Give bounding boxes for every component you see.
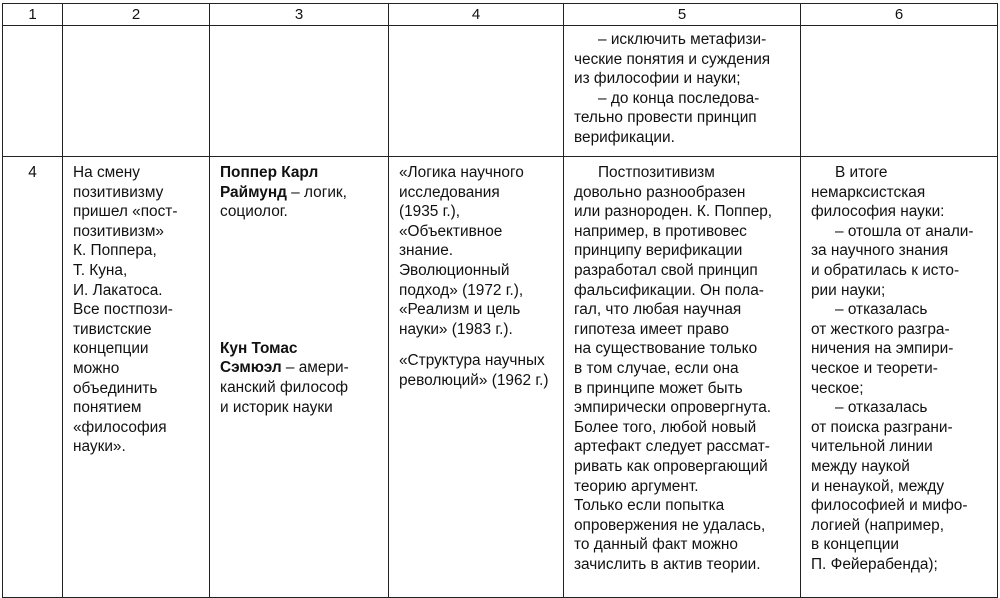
header-cell: 4 bbox=[389, 4, 564, 26]
text-line: революций» (1962 г.) bbox=[399, 371, 549, 389]
text-line: эмпирически опровергнута. bbox=[574, 399, 772, 417]
text-line: позитивизму bbox=[73, 183, 164, 201]
empty-cell bbox=[3, 26, 63, 157]
text-line: разработал свой принцип bbox=[574, 261, 758, 279]
text-line: артефакт следует рассмат- bbox=[574, 438, 770, 456]
text-line: на существование только bbox=[574, 340, 758, 358]
person-name: Кун Томас bbox=[220, 339, 298, 357]
text-line: чительной линии bbox=[811, 438, 933, 456]
person-name: Сэмюэл bbox=[220, 359, 282, 377]
person-name: Поппер Карл bbox=[220, 164, 319, 181]
text-line: гипотеза имеет право bbox=[574, 320, 729, 338]
text-line: (1935 г.), bbox=[399, 203, 461, 221]
text-line: между наукой bbox=[811, 457, 910, 475]
kuhn-entry bbox=[220, 339, 382, 359]
popper-entry bbox=[220, 163, 382, 183]
explanation-cell bbox=[564, 157, 801, 598]
text-line: ческое; bbox=[811, 379, 864, 397]
text-line: Только если попытка bbox=[574, 497, 725, 515]
text-line: рии науки; bbox=[811, 281, 886, 299]
text-line: ничения на эмпири- bbox=[811, 340, 954, 358]
text-line: и историк науки bbox=[220, 398, 333, 416]
conclusion-cell bbox=[801, 157, 998, 598]
text-line: «Объективное bbox=[399, 222, 503, 240]
description-cell bbox=[63, 157, 210, 598]
text-line: – исключить метафизи- bbox=[598, 31, 767, 48]
text-line: подход» (1972 г.), bbox=[399, 281, 524, 299]
text-line: философия науки: bbox=[811, 203, 945, 221]
text-line: «философия bbox=[73, 418, 167, 436]
text-line: теорию аргумент. bbox=[574, 477, 699, 495]
person-role: – амери- bbox=[281, 359, 349, 377]
text-line: Более того, любой новый bbox=[574, 418, 757, 436]
text-line: в том случае, если она bbox=[574, 359, 739, 377]
text-line: ческие понятия и суждения bbox=[574, 50, 771, 68]
text-line: от поиска разграни- bbox=[811, 418, 953, 436]
text-line: знание. bbox=[399, 242, 454, 260]
text-line: объединить bbox=[73, 379, 158, 397]
table-row-continuation bbox=[3, 26, 998, 157]
text-line: немарксистская bbox=[811, 183, 926, 201]
text-line: «Логика научного bbox=[399, 164, 524, 181]
text-line: Т. Куна, bbox=[73, 261, 128, 279]
text-line: Все постпози- bbox=[73, 301, 173, 319]
goals-cell bbox=[564, 26, 801, 157]
text-line: канский философ bbox=[220, 378, 349, 396]
empty-cell bbox=[63, 26, 210, 157]
text-line: принципу верификации bbox=[574, 242, 743, 260]
popper-entry bbox=[220, 183, 382, 203]
text-line: социолог. bbox=[220, 203, 288, 221]
text-line: Эволюционный bbox=[399, 261, 510, 279]
header-cell: 1 bbox=[3, 4, 63, 26]
header-cell: 6 bbox=[801, 4, 998, 26]
text-line: опровержения не удалась, bbox=[574, 516, 766, 534]
text-line: и обратилась к исто- bbox=[811, 261, 960, 279]
text-line: понятием bbox=[73, 399, 142, 417]
text-line: за научного знания bbox=[811, 242, 949, 260]
philosophy-table bbox=[2, 3, 998, 598]
text-line: фальсификации. Он пола- bbox=[574, 281, 764, 299]
header-cell: 3 bbox=[210, 4, 389, 26]
text-line: ческое и теорети- bbox=[811, 359, 938, 377]
representatives-cell bbox=[210, 157, 389, 598]
text-line: ривать как опровергающий bbox=[574, 457, 768, 475]
text-line: в концепции bbox=[811, 536, 899, 554]
text-line: И. Лакатоса. bbox=[73, 281, 163, 299]
works-cell bbox=[389, 157, 564, 598]
text-line: – отошла от анали- bbox=[835, 222, 974, 240]
text-line: философией и мифо- bbox=[811, 497, 968, 515]
text-line: «Реализм и цель bbox=[399, 301, 521, 319]
empty-cell bbox=[210, 26, 389, 157]
text-line: и ненаукой, между bbox=[811, 477, 945, 495]
text-line: В итоге bbox=[835, 164, 888, 181]
text-line: от жесткого разгра- bbox=[811, 320, 950, 338]
header-cell: 5 bbox=[564, 4, 801, 26]
text-line: На смену bbox=[73, 164, 140, 181]
text-line: П. Фейерабенда); bbox=[811, 555, 938, 573]
text-line: можно bbox=[73, 359, 120, 377]
text-line: гал, что любая научная bbox=[574, 301, 742, 319]
text-line: или разнороден. К. Поппер, bbox=[574, 203, 773, 221]
text-line: позитивизм» bbox=[73, 222, 164, 240]
text-line: верификации. bbox=[574, 128, 675, 146]
text-line: концепции bbox=[73, 340, 149, 358]
table-row-postpositivism bbox=[3, 157, 998, 598]
text-line: тивистские bbox=[73, 320, 152, 338]
text-line: довольно разнообразен bbox=[574, 183, 746, 201]
person-name: Раймунд bbox=[220, 183, 287, 201]
text-line: например, в противовес bbox=[574, 222, 747, 240]
text-line: зачислить в актив теории. bbox=[574, 555, 761, 573]
text-line: из философии и науки; bbox=[574, 70, 741, 88]
text-line: К. Поппера, bbox=[73, 242, 157, 260]
text-line: – отказалась bbox=[835, 301, 928, 319]
text-line: «Структура научных bbox=[399, 352, 545, 370]
kuhn-entry bbox=[220, 358, 382, 378]
text-line: науки». bbox=[73, 438, 126, 456]
header-row bbox=[3, 4, 998, 26]
text-line: науки» (1983 г.). bbox=[399, 320, 513, 338]
row-number: 4 bbox=[3, 157, 63, 598]
text-line: тельно провести принцип bbox=[574, 109, 757, 127]
text-line: Постпозитивизм bbox=[598, 164, 715, 181]
text-line: – отказалась bbox=[835, 399, 928, 417]
text-line: в принципе может быть bbox=[574, 379, 743, 397]
header-cell: 2 bbox=[63, 4, 210, 26]
text-line: пришел «пост- bbox=[73, 203, 178, 221]
empty-cell bbox=[389, 26, 564, 157]
empty-cell bbox=[801, 26, 998, 157]
text-line: исследования bbox=[399, 183, 500, 201]
text-line: логией (например, bbox=[811, 516, 945, 534]
text-line: – до конца последова- bbox=[598, 89, 760, 107]
person-role: – логик, bbox=[286, 183, 347, 201]
text-line: то данный факт можно bbox=[574, 536, 738, 554]
